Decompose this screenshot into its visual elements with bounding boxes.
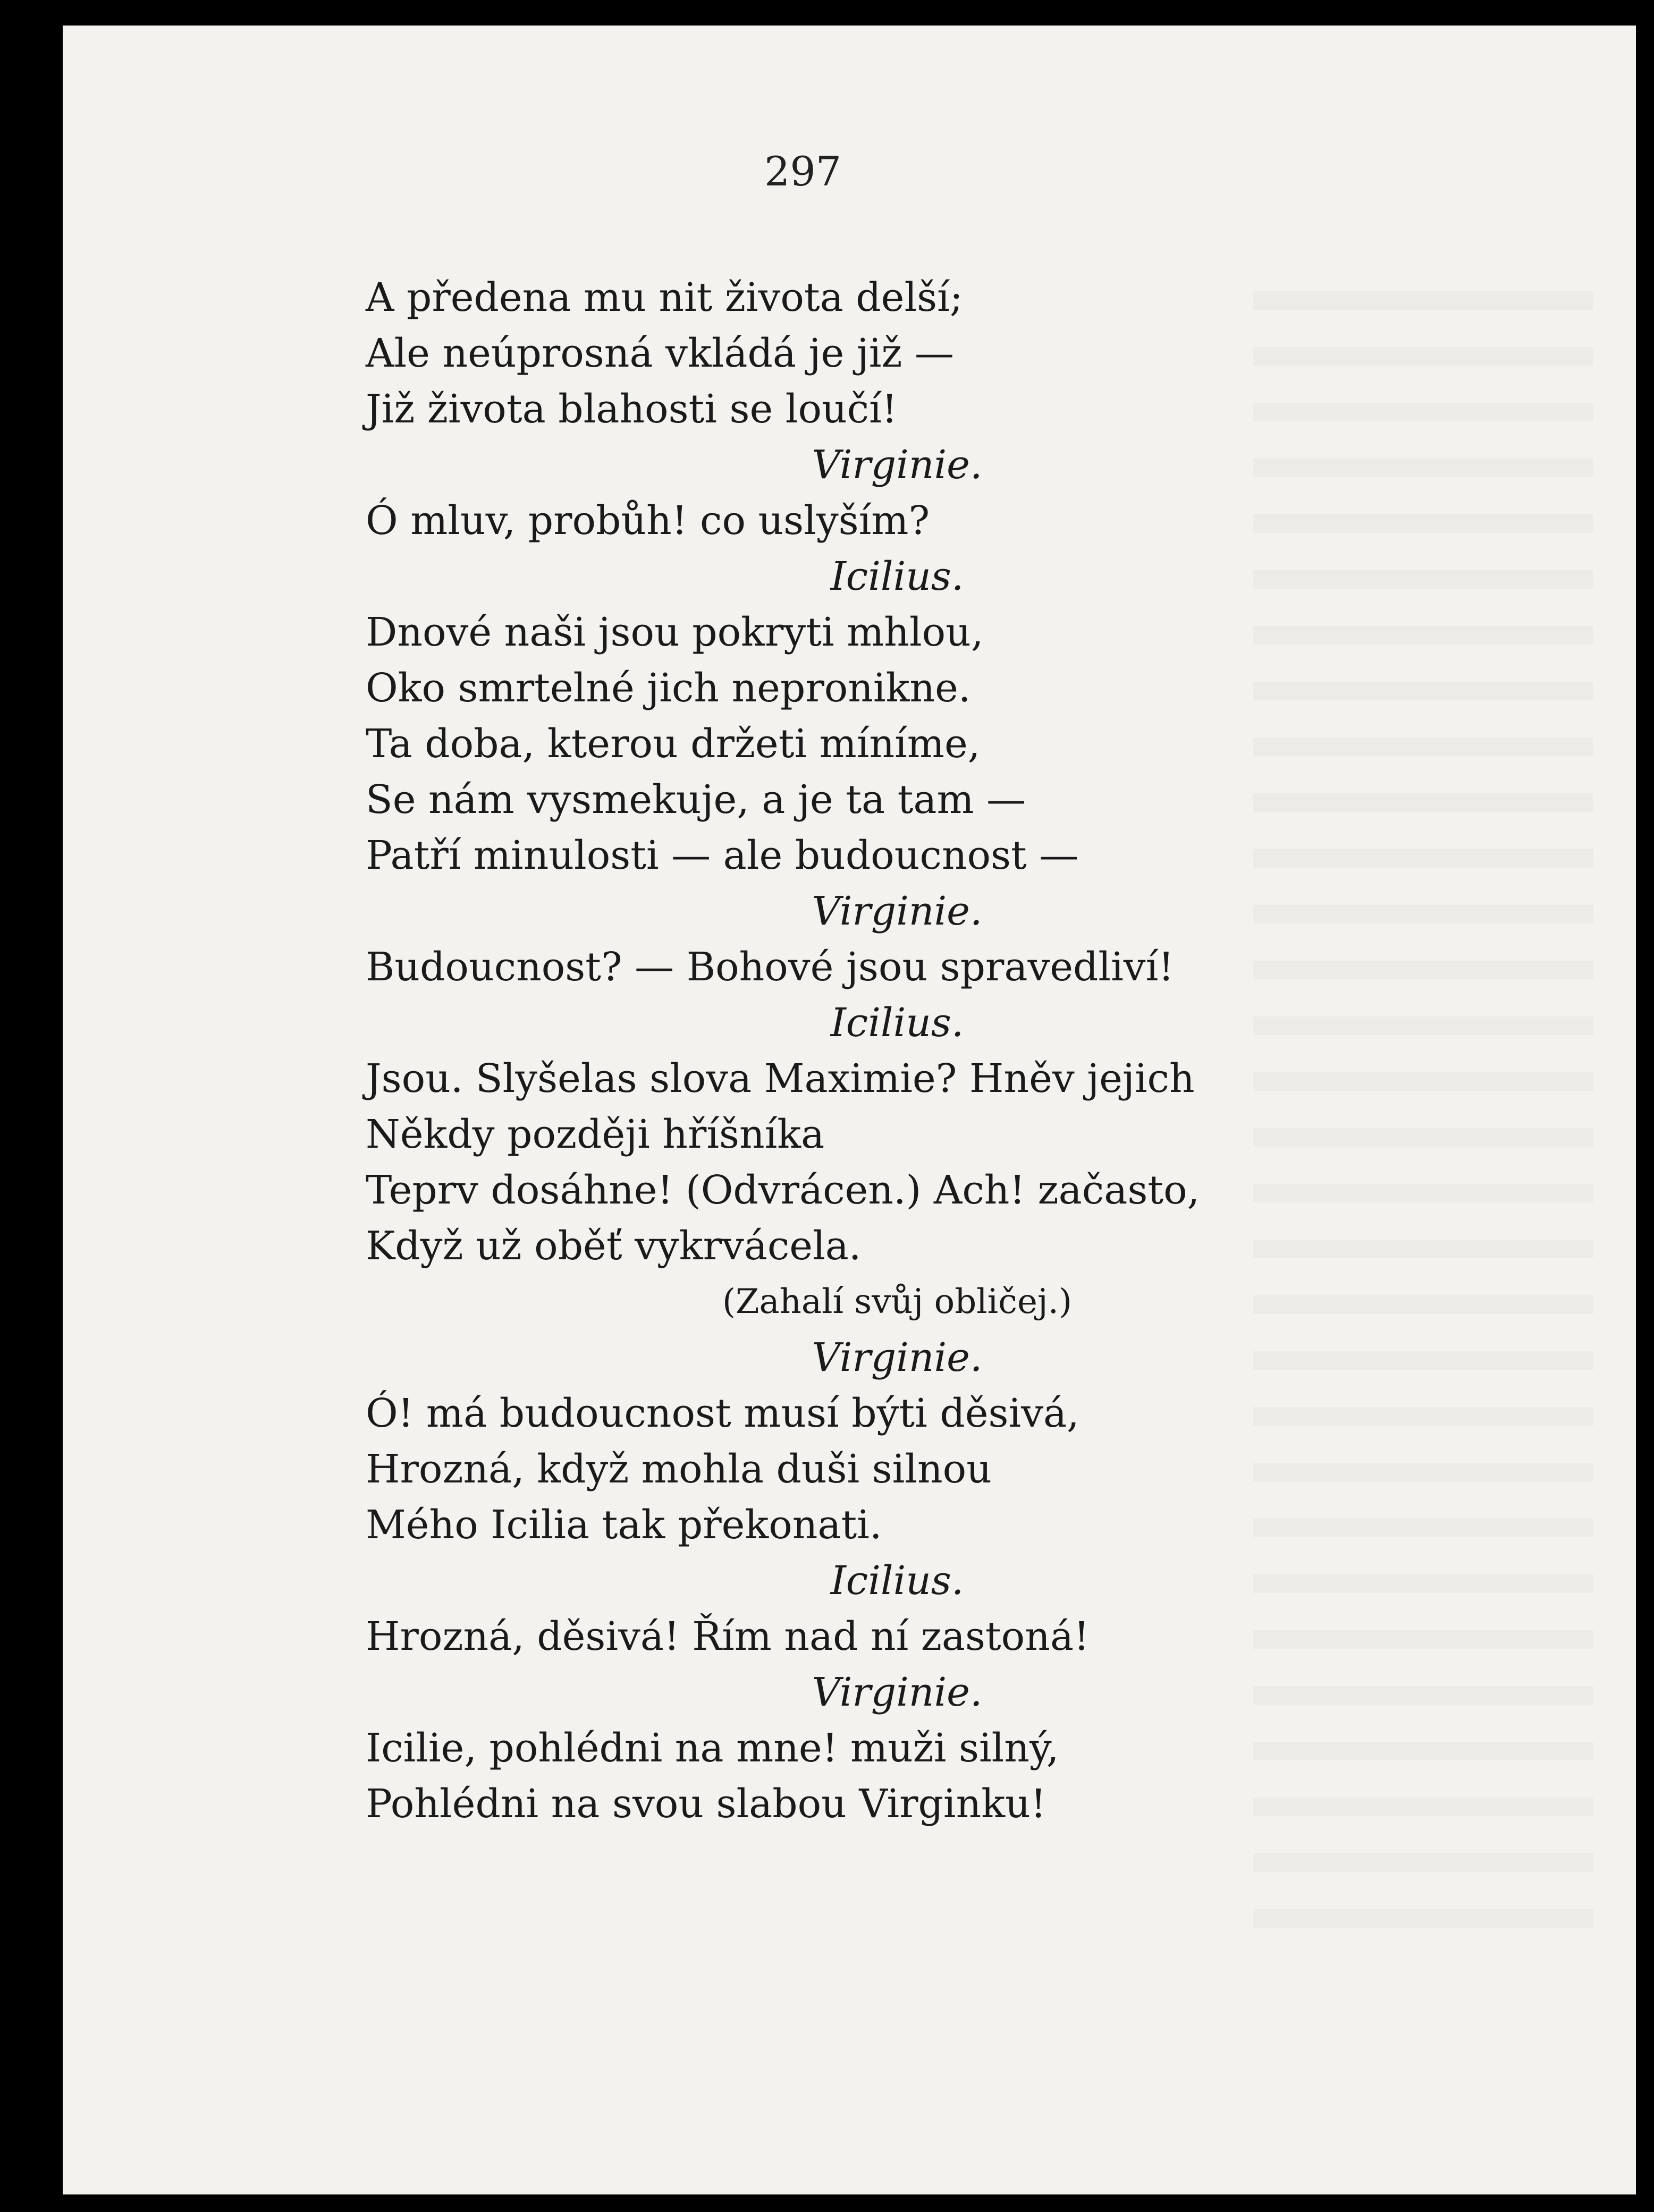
speaker-name: Virginie.: [812, 1335, 983, 1380]
speaker-name: Virginie.: [812, 888, 983, 934]
verse-line: Ó mluv, probůh! co uslyším?: [366, 498, 930, 544]
verse-block: [366, 1386, 1429, 1553]
verse-line: Se nám vysmekuje, a je ta tam —: [366, 777, 1026, 823]
verse-line: Ale neúprosná vkládá je již —: [366, 330, 954, 376]
stage-direction: (Zahalí svůj obličej.): [722, 1282, 1072, 1321]
verse-line: Pohlédni na svou slabou Virginku!: [366, 1781, 1047, 1827]
speaker-name: Virginie.: [812, 1669, 983, 1715]
verse-line: Budoucnost? — Bohové jsou spravedliví!: [366, 944, 1174, 990]
verse-line: Ta doba, kterou držeti míníme,: [366, 721, 981, 767]
verse-line: A předena mu nit života delší;: [366, 275, 963, 320]
book-page: [63, 26, 1636, 2194]
verse-block: [366, 939, 1429, 995]
verse-block: [366, 1609, 1429, 1665]
page-number: 297: [764, 148, 842, 195]
verse-block: [366, 1721, 1429, 1832]
verse-line: Ó! má budoucnost musí býti děsivá,: [366, 1391, 1079, 1436]
verse-block: [366, 493, 1429, 549]
verse-line: Hrozná, děsivá! Řím nad ní zastoná!: [366, 1614, 1090, 1659]
verse-line: Teprv dosáhne! (Odvrácen.) Ach! začasto,: [366, 1167, 1200, 1213]
verse-line: Někdy později hříšníka: [366, 1112, 825, 1157]
verse-block: [366, 605, 1429, 884]
speaker-name: Icilius.: [830, 1000, 964, 1046]
verse-line: Dnové naši jsou pokryti mhlou,: [366, 609, 984, 655]
verse-line: Patří minulosti — ale budoucnost —: [366, 833, 1079, 878]
speaker-name: Icilius.: [830, 554, 964, 599]
play-text: [366, 148, 1429, 1832]
verse-line: Mého Icilia tak překonati.: [366, 1502, 882, 1548]
verse-line: Jsou. Slyšelas slova Maximie? Hněv jejich: [366, 1056, 1195, 1101]
verse-line: Icilie, pohlédni na mne! muži silný,: [366, 1725, 1059, 1771]
verse-line: Již života blahosti se loučí!: [366, 386, 898, 432]
speaker-name: Icilius.: [830, 1558, 964, 1604]
verse-block: [366, 1051, 1429, 1274]
verse-block: [366, 270, 1429, 437]
speaker-name: Virginie.: [812, 442, 983, 488]
verse-line: Hrozná, když mohla duši silnou: [366, 1446, 992, 1492]
verse-line: Když už oběť vykrvácela.: [366, 1223, 862, 1269]
verse-line: Oko smrtelné jich nepronikne.: [366, 665, 971, 711]
